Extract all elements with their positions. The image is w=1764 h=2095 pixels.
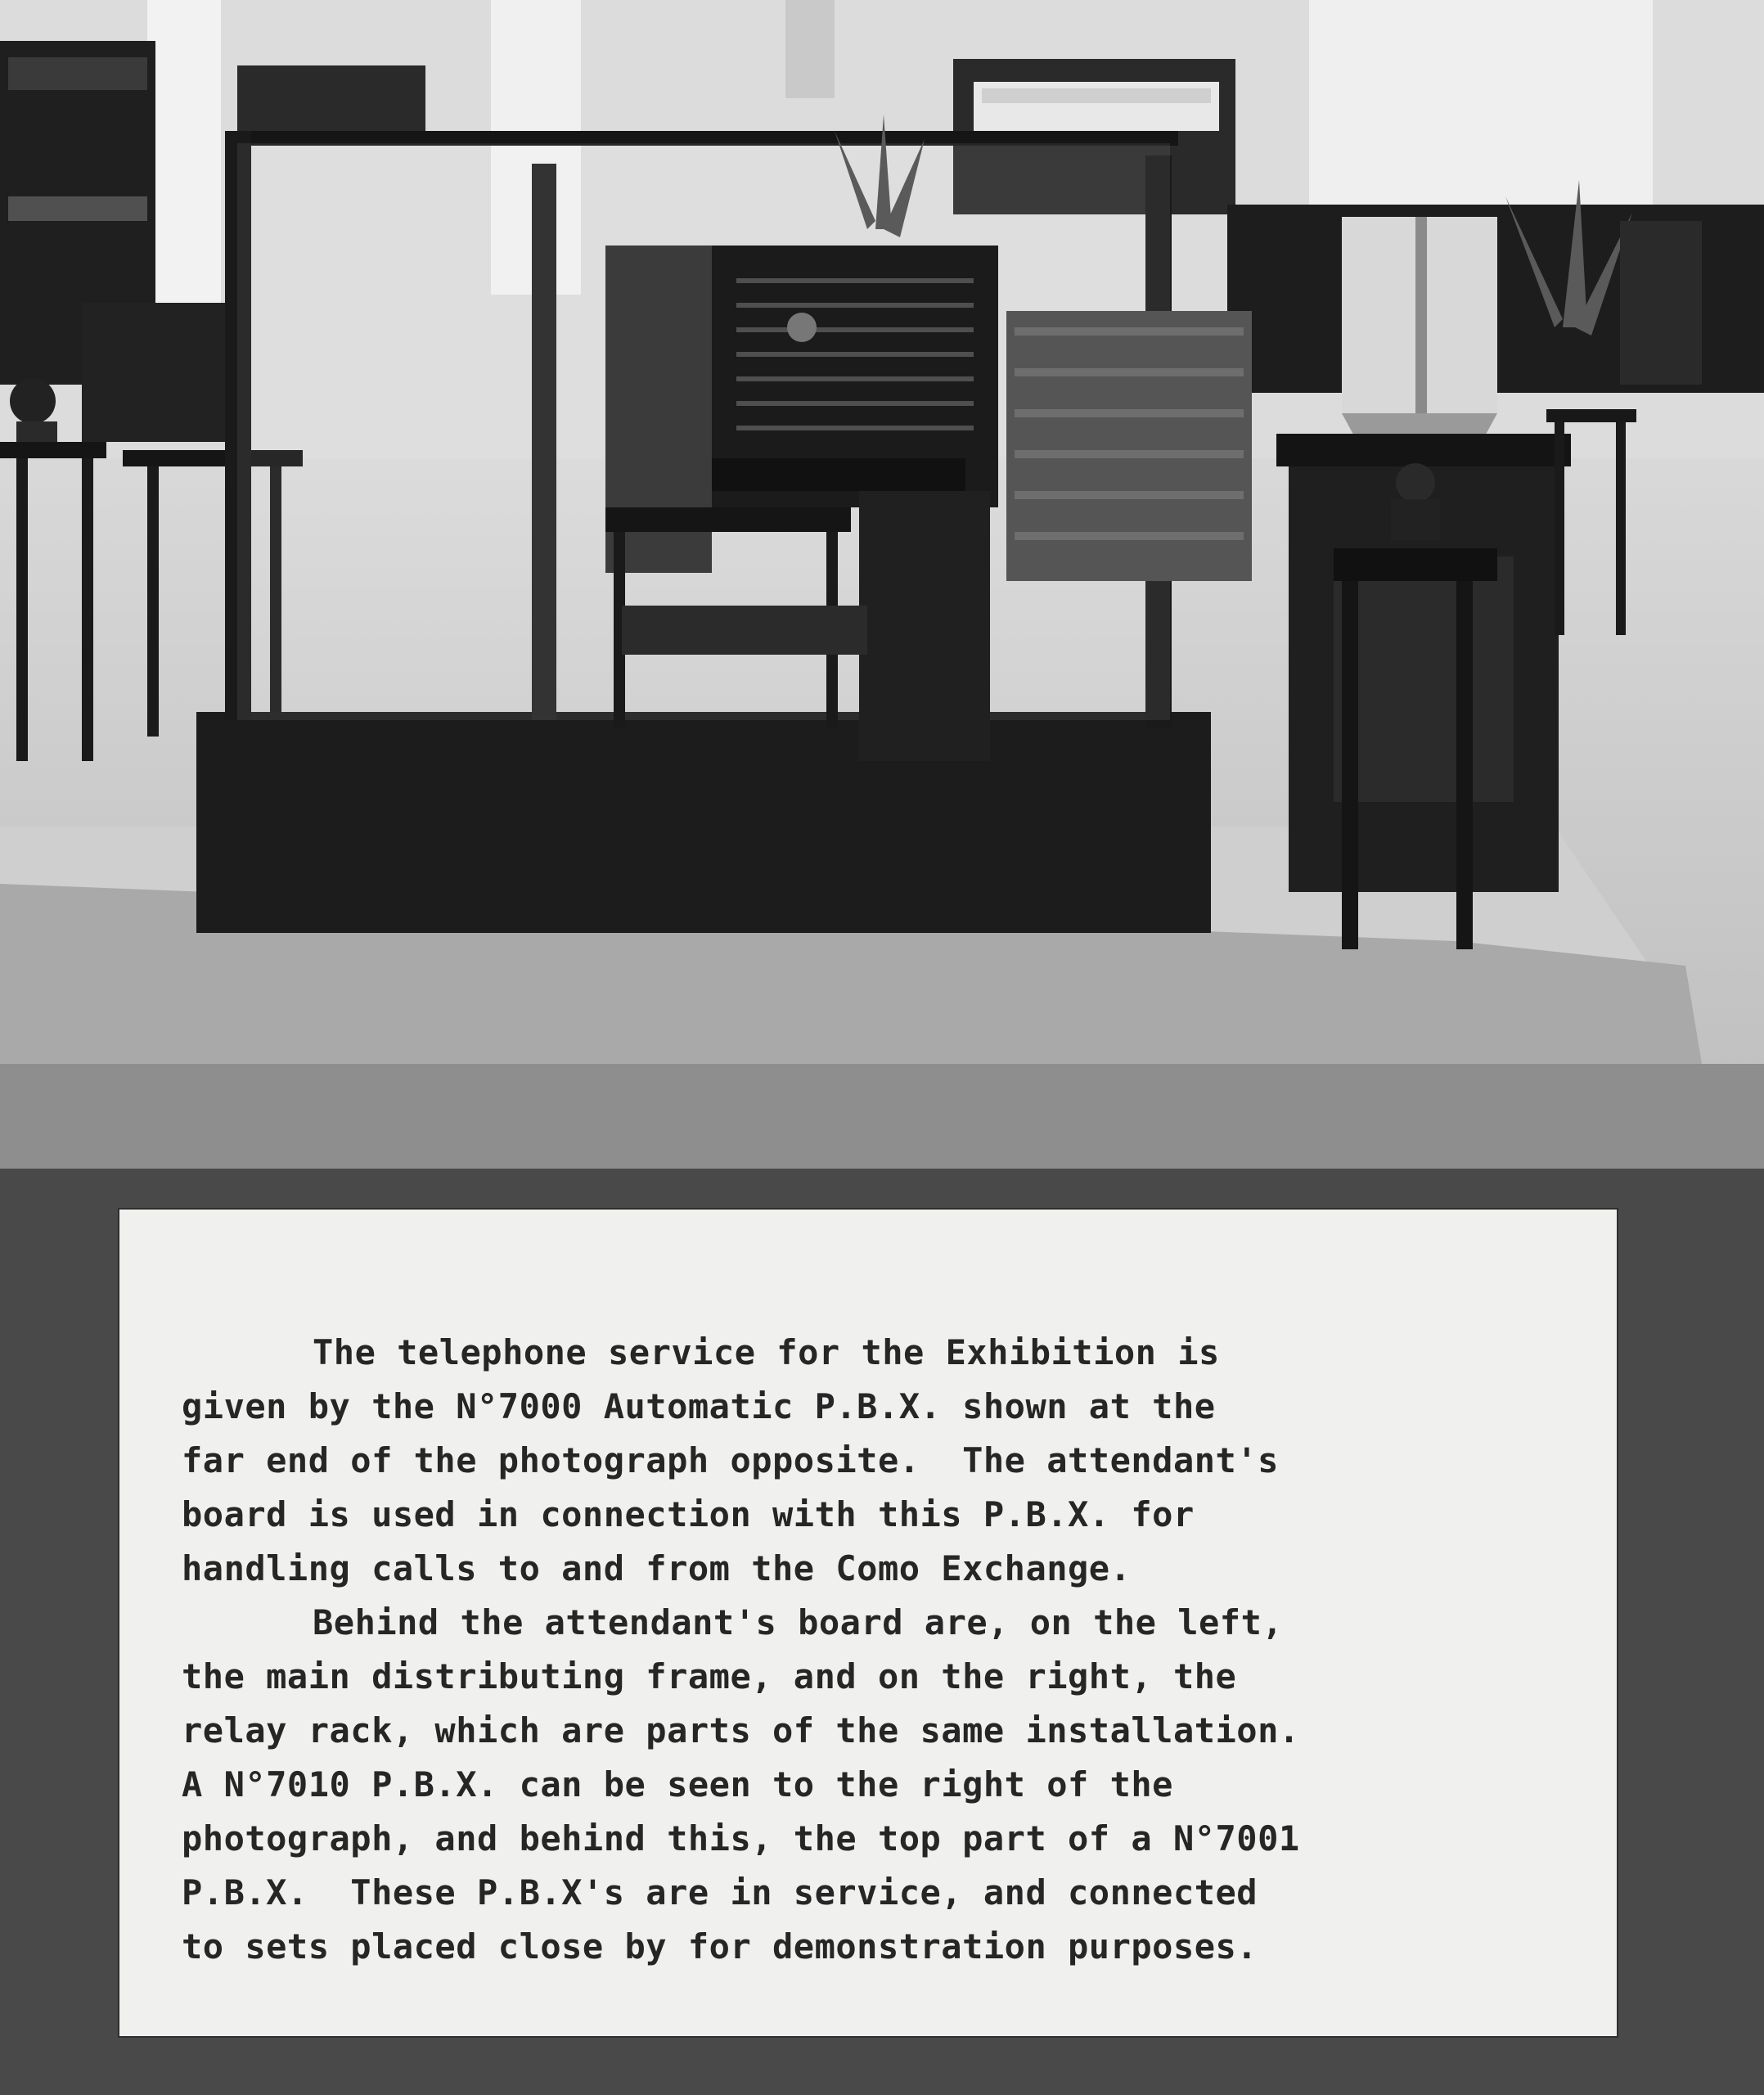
caption-text <box>182 1326 1589 1974</box>
caption-line: A N°7010 P.B.X. can be seen to the right of the <box>182 1764 1173 1804</box>
caption-line: photograph, and behind this, the top part of a N°7001 <box>182 1818 1300 1858</box>
caption-line: far end of the photograph opposite. The attendant's <box>182 1440 1279 1480</box>
caption-line: the main distributing frame, and on the right, the <box>182 1656 1237 1696</box>
caption-line: to sets placed close by for demonstration purposes. <box>182 1926 1258 1967</box>
caption-line: P.B.X. These P.B.X's are in service, and connected <box>182 1872 1258 1913</box>
caption-line: The telephone service for the Exhibition is <box>313 1332 1220 1372</box>
caption-line: board is used in connection with this P.B.X. for <box>182 1494 1195 1534</box>
caption-line: handling calls to and from the Como Exchange. <box>182 1548 1132 1588</box>
caption-line: Behind the attendant's board are, on the left, <box>313 1602 1284 1642</box>
caption-card <box>119 1210 1617 2036</box>
caption-line: given by the N°7000 Automatic P.B.X. shown at the <box>182 1386 1216 1426</box>
caption-line: relay rack, which are parts of the same installation. <box>182 1710 1300 1750</box>
